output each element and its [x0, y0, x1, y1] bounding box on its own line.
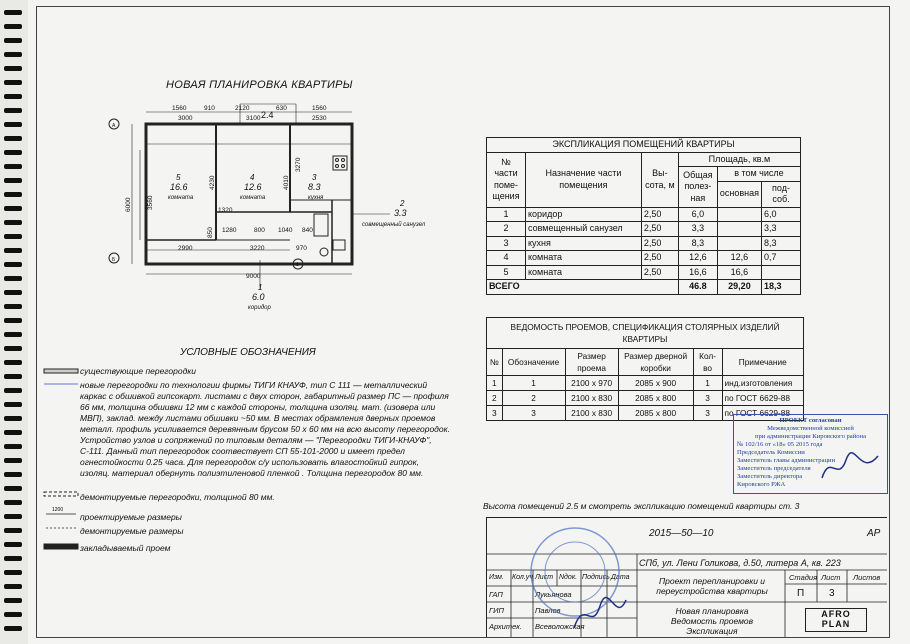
cell: 3,3	[678, 222, 717, 237]
role-gip: ГИП	[489, 606, 504, 615]
cell: 2,50	[641, 265, 678, 280]
col-list: Лист	[535, 574, 554, 581]
cell: совмещенный санузел	[526, 222, 642, 237]
drawing-code-suffix: АР	[867, 528, 881, 539]
expl-h-total: Общая полез-ная	[678, 167, 717, 208]
legend-symbols	[42, 364, 82, 564]
cell	[717, 236, 761, 251]
cell: 2100 х 830	[565, 391, 618, 406]
dim-850: 850	[207, 227, 214, 238]
cell: инд.изготовления	[722, 376, 803, 391]
stage-value: П	[797, 588, 805, 599]
room2-num: 2	[400, 199, 405, 208]
cell	[762, 265, 801, 280]
stamp-line: Председатель Комиссии	[737, 449, 805, 456]
col-ndok: Nдок.	[559, 574, 578, 581]
cell: 0,7	[762, 251, 801, 266]
table-row	[487, 207, 801, 222]
dim-6000: 6000	[125, 197, 132, 212]
explication-title: ЭКСПЛИКАЦИЯ ПОМЕЩЕНИЙ КВАРТИРЫ	[487, 138, 801, 153]
stage-header: Стадия	[789, 573, 818, 582]
legend-item-demolished: демонтируемые перегородки, толщиной 80 мм.	[80, 492, 275, 502]
legend-item-demo-dims: демонтируемые размеры	[80, 526, 184, 536]
expl-h-area: Площадь, кв.м	[678, 152, 800, 167]
cell: 2,50	[641, 207, 678, 222]
legend-title: УСЛОВНЫЕ ОБОЗНАЧЕНИЯ	[180, 347, 316, 358]
table-row	[487, 236, 801, 251]
cell: 6,0	[678, 207, 717, 222]
binding-spiral	[0, 0, 28, 644]
stamp-line: № 102/16 от «18» 05 2015 года	[737, 441, 823, 448]
dim-2530: 2530	[312, 115, 327, 122]
stamp-line: Кировского РЖА	[737, 481, 786, 488]
legend-item-existing: существующие перегородки	[80, 366, 197, 376]
op-h-num: №	[487, 349, 503, 376]
cell	[717, 222, 761, 237]
cell: 3,3	[762, 222, 801, 237]
legend-item-opening: закладываемый проем	[80, 543, 171, 553]
table-row	[487, 391, 804, 406]
cell: по ГОСТ 6629-88	[722, 391, 803, 406]
address: СПб, ул. Лени Голикова, д.50, литера А, кв. 223	[639, 558, 841, 568]
cell: 1	[487, 376, 503, 391]
col-podpis: Подпись	[582, 574, 610, 581]
dim-top-910: 910	[204, 105, 215, 112]
legend-item-proj-dims: проектируемые размеры	[80, 512, 182, 522]
expl-h-num: № части поме-щения	[487, 152, 526, 207]
op-h-box: Размер дверной коробки	[618, 349, 693, 376]
signature	[820, 448, 880, 488]
op-h-note: Примечание	[722, 349, 803, 376]
name-gap: Лукьянова	[535, 590, 572, 599]
stamp-line: при администрации Кировского района	[754, 433, 867, 440]
table-row	[487, 251, 801, 266]
axis-1: 1	[296, 262, 299, 268]
room4-name: комната	[240, 195, 266, 201]
stamp-line: Заместитель главы администрации	[737, 457, 836, 464]
col-kol: Кол.уч	[512, 574, 533, 581]
height-note: Высота помещений 2.5 м смотреть экспликацию помещений квартиры ст. 3	[483, 501, 800, 511]
op-h-qty: Кол-во	[693, 349, 722, 376]
dim-1280: 1280	[222, 227, 237, 234]
room2-area: 3.3	[394, 208, 407, 218]
name-arch: Всеволожская	[535, 622, 585, 631]
stamp-line: Межведомственной комиссией	[767, 425, 854, 432]
total-label: ВСЕГО	[487, 280, 679, 295]
dim-1040: 1040	[278, 227, 293, 234]
dim-9000: 9000	[246, 273, 261, 280]
stamp-line: Заместитель директора	[737, 473, 803, 480]
cell: 2085 х 800	[618, 391, 693, 406]
cell: 2085 х 800	[618, 406, 693, 421]
cell: комната	[526, 265, 642, 280]
total-value: 46.8	[678, 280, 717, 295]
dim-3220: 3220	[250, 245, 265, 252]
cell: 3	[487, 236, 526, 251]
room1-area: 6.0	[252, 292, 265, 302]
project-name: Проект перепланировки и переустройства квартиры	[656, 576, 768, 596]
room4-area: 12.6	[244, 182, 262, 192]
table-row	[487, 222, 801, 237]
legend-dim-sample: 1200	[52, 507, 64, 513]
cell: 2100 х 830	[565, 406, 618, 421]
cell: 2,50	[641, 222, 678, 237]
explication-table	[486, 137, 801, 295]
room2-name: совмещенный санузел	[362, 222, 426, 228]
sheet-header: Лист	[821, 573, 841, 582]
dim-840: 840	[302, 227, 313, 234]
sheet-value: 3	[829, 588, 835, 599]
table-row	[487, 265, 801, 280]
cell: 2	[502, 391, 565, 406]
col-data: Дата	[611, 574, 630, 581]
cell: 12,6	[717, 251, 761, 266]
room5-num: 5	[176, 173, 181, 182]
cell: 2085 х 900	[618, 376, 693, 391]
dim-800: 800	[254, 227, 265, 234]
cell: 5	[487, 265, 526, 280]
drawing-code: 2015—50—10	[649, 528, 714, 539]
role-gap: ГАП	[489, 590, 503, 599]
table-row	[487, 376, 804, 391]
openings-table	[486, 317, 804, 421]
cell: 2100 х 970	[565, 376, 618, 391]
sheet-content: Новая планировка Ведомость проемов Экспликация	[670, 606, 754, 636]
expl-h-name: Назначение части помещения	[526, 152, 642, 207]
cell: 3	[693, 391, 722, 406]
signature-blue	[570, 588, 630, 638]
room3-area: 8.3	[308, 182, 321, 192]
dim-2990: 2990	[178, 245, 193, 252]
dim-4010: 4010	[283, 175, 290, 190]
table-row-total	[487, 280, 801, 295]
cell: по ГОСТ 6629-88	[722, 406, 803, 421]
col-izm: Изм.	[489, 574, 504, 581]
room4-num: 4	[250, 173, 255, 182]
total-aux: 18,3	[762, 280, 801, 295]
expl-h-aux: под-соб.	[762, 181, 801, 207]
cell	[717, 207, 761, 222]
cell: 1	[502, 376, 565, 391]
dim-3560: 3560	[147, 195, 154, 210]
room1-num: 1	[258, 283, 263, 292]
expl-h-incl: в том числе	[717, 167, 800, 182]
stamp-line: ПРОЕКТ согласован	[779, 417, 842, 424]
op-h-code: Обозначение	[502, 349, 565, 376]
dim-1320: 1320	[218, 207, 233, 214]
dim-3000: 3000	[178, 115, 193, 122]
total-main: 29,20	[717, 280, 761, 295]
cell: 4	[487, 251, 526, 266]
cell: 1	[693, 376, 722, 391]
stamp-line: Заместитель председателя	[737, 465, 811, 472]
name-gip: Павлов	[535, 606, 561, 615]
axis-a: A	[112, 123, 116, 129]
openings-title: ВЕДОМОСТЬ ПРОЕМОВ, СПЕЦИФИКАЦИЯ СТОЛЯРНЫХ ИЗДЕЛИЙ КВАРТИРЫ	[487, 318, 804, 349]
dim-top-2120: 2120	[235, 105, 250, 112]
room1-name: коридор	[248, 305, 271, 311]
cell: комната	[526, 251, 642, 266]
afroplan-logo: AFRO PLAN	[805, 608, 867, 632]
cell: 2	[487, 222, 526, 237]
dim-top-1560a: 1560	[172, 105, 187, 112]
role-arch: Архитек.	[489, 622, 522, 631]
dim-3270: 3270	[295, 157, 302, 172]
room3-num: 3	[312, 173, 317, 182]
cell: коридор	[526, 207, 642, 222]
cell: 8,3	[678, 236, 717, 251]
cell: 2	[487, 391, 503, 406]
cell: 2,50	[641, 251, 678, 266]
room3-name: кухня	[308, 195, 324, 201]
op-h-size: Размер проема	[565, 349, 618, 376]
cell: 3	[487, 406, 503, 421]
cell: 2,50	[641, 236, 678, 251]
cell: 3	[693, 406, 722, 421]
cell: кухня	[526, 236, 642, 251]
expl-h-main: основная	[717, 181, 761, 207]
cell: 12,6	[678, 251, 717, 266]
dim-top-1560b: 1560	[312, 105, 327, 112]
cell: 8,3	[762, 236, 801, 251]
cell: 3	[502, 406, 565, 421]
axis-b: Б	[112, 257, 116, 263]
dim-970: 970	[296, 245, 307, 252]
sheets-header: Листов	[853, 573, 881, 582]
dim-2-4: 2.4	[261, 110, 274, 120]
expl-h-height: Вы-сота, м	[641, 152, 678, 207]
floor-plan	[100, 100, 480, 315]
cell: 6,0	[762, 207, 801, 222]
cell: 16,6	[678, 265, 717, 280]
dim-top-630: 630	[276, 105, 287, 112]
dim-4230: 4230	[209, 175, 216, 190]
room5-name: комната	[168, 195, 194, 201]
plan-title: НОВАЯ ПЛАНИРОВКА КВАРТИРЫ	[166, 79, 353, 91]
dim-3100: 3100	[246, 115, 261, 122]
legend-item-new-partitions: новые перегородки по технологии фирмы ТИГИ КНАУФ, тип С 111 — металлический каркас с обшивкой гипсокарт. листами с двух сторон, габаритный размер ПС — профиля 66 мм, толщина обшивки 12 мм с каждой стороны, толщина изоляц. мат. (изовера или МВП), заклад. между листами обшивки ~50 мм. В местах обрамления дверных проемов металл. профиль усиливается деревянным брусом 50 х 60 мм на всю высоту перегородок. Устройство узлов и сопряжений по типовым деталям — "Перегородки ТИГИ-КНАУФ", С-111. Данный тип перегородок соотвествует СП 55-101-2000 и имеет предел огнестойкости 0.25 часа. Для перегородок с/у использовать влагостойкий гипрок, изоляц. материал обернуть полиэтиленовой пленкой . Толщина перегородок 80 мм.	[80, 380, 450, 478]
cell: 16,6	[717, 265, 761, 280]
cell: 1	[487, 207, 526, 222]
room5-area: 16.6	[170, 182, 188, 192]
